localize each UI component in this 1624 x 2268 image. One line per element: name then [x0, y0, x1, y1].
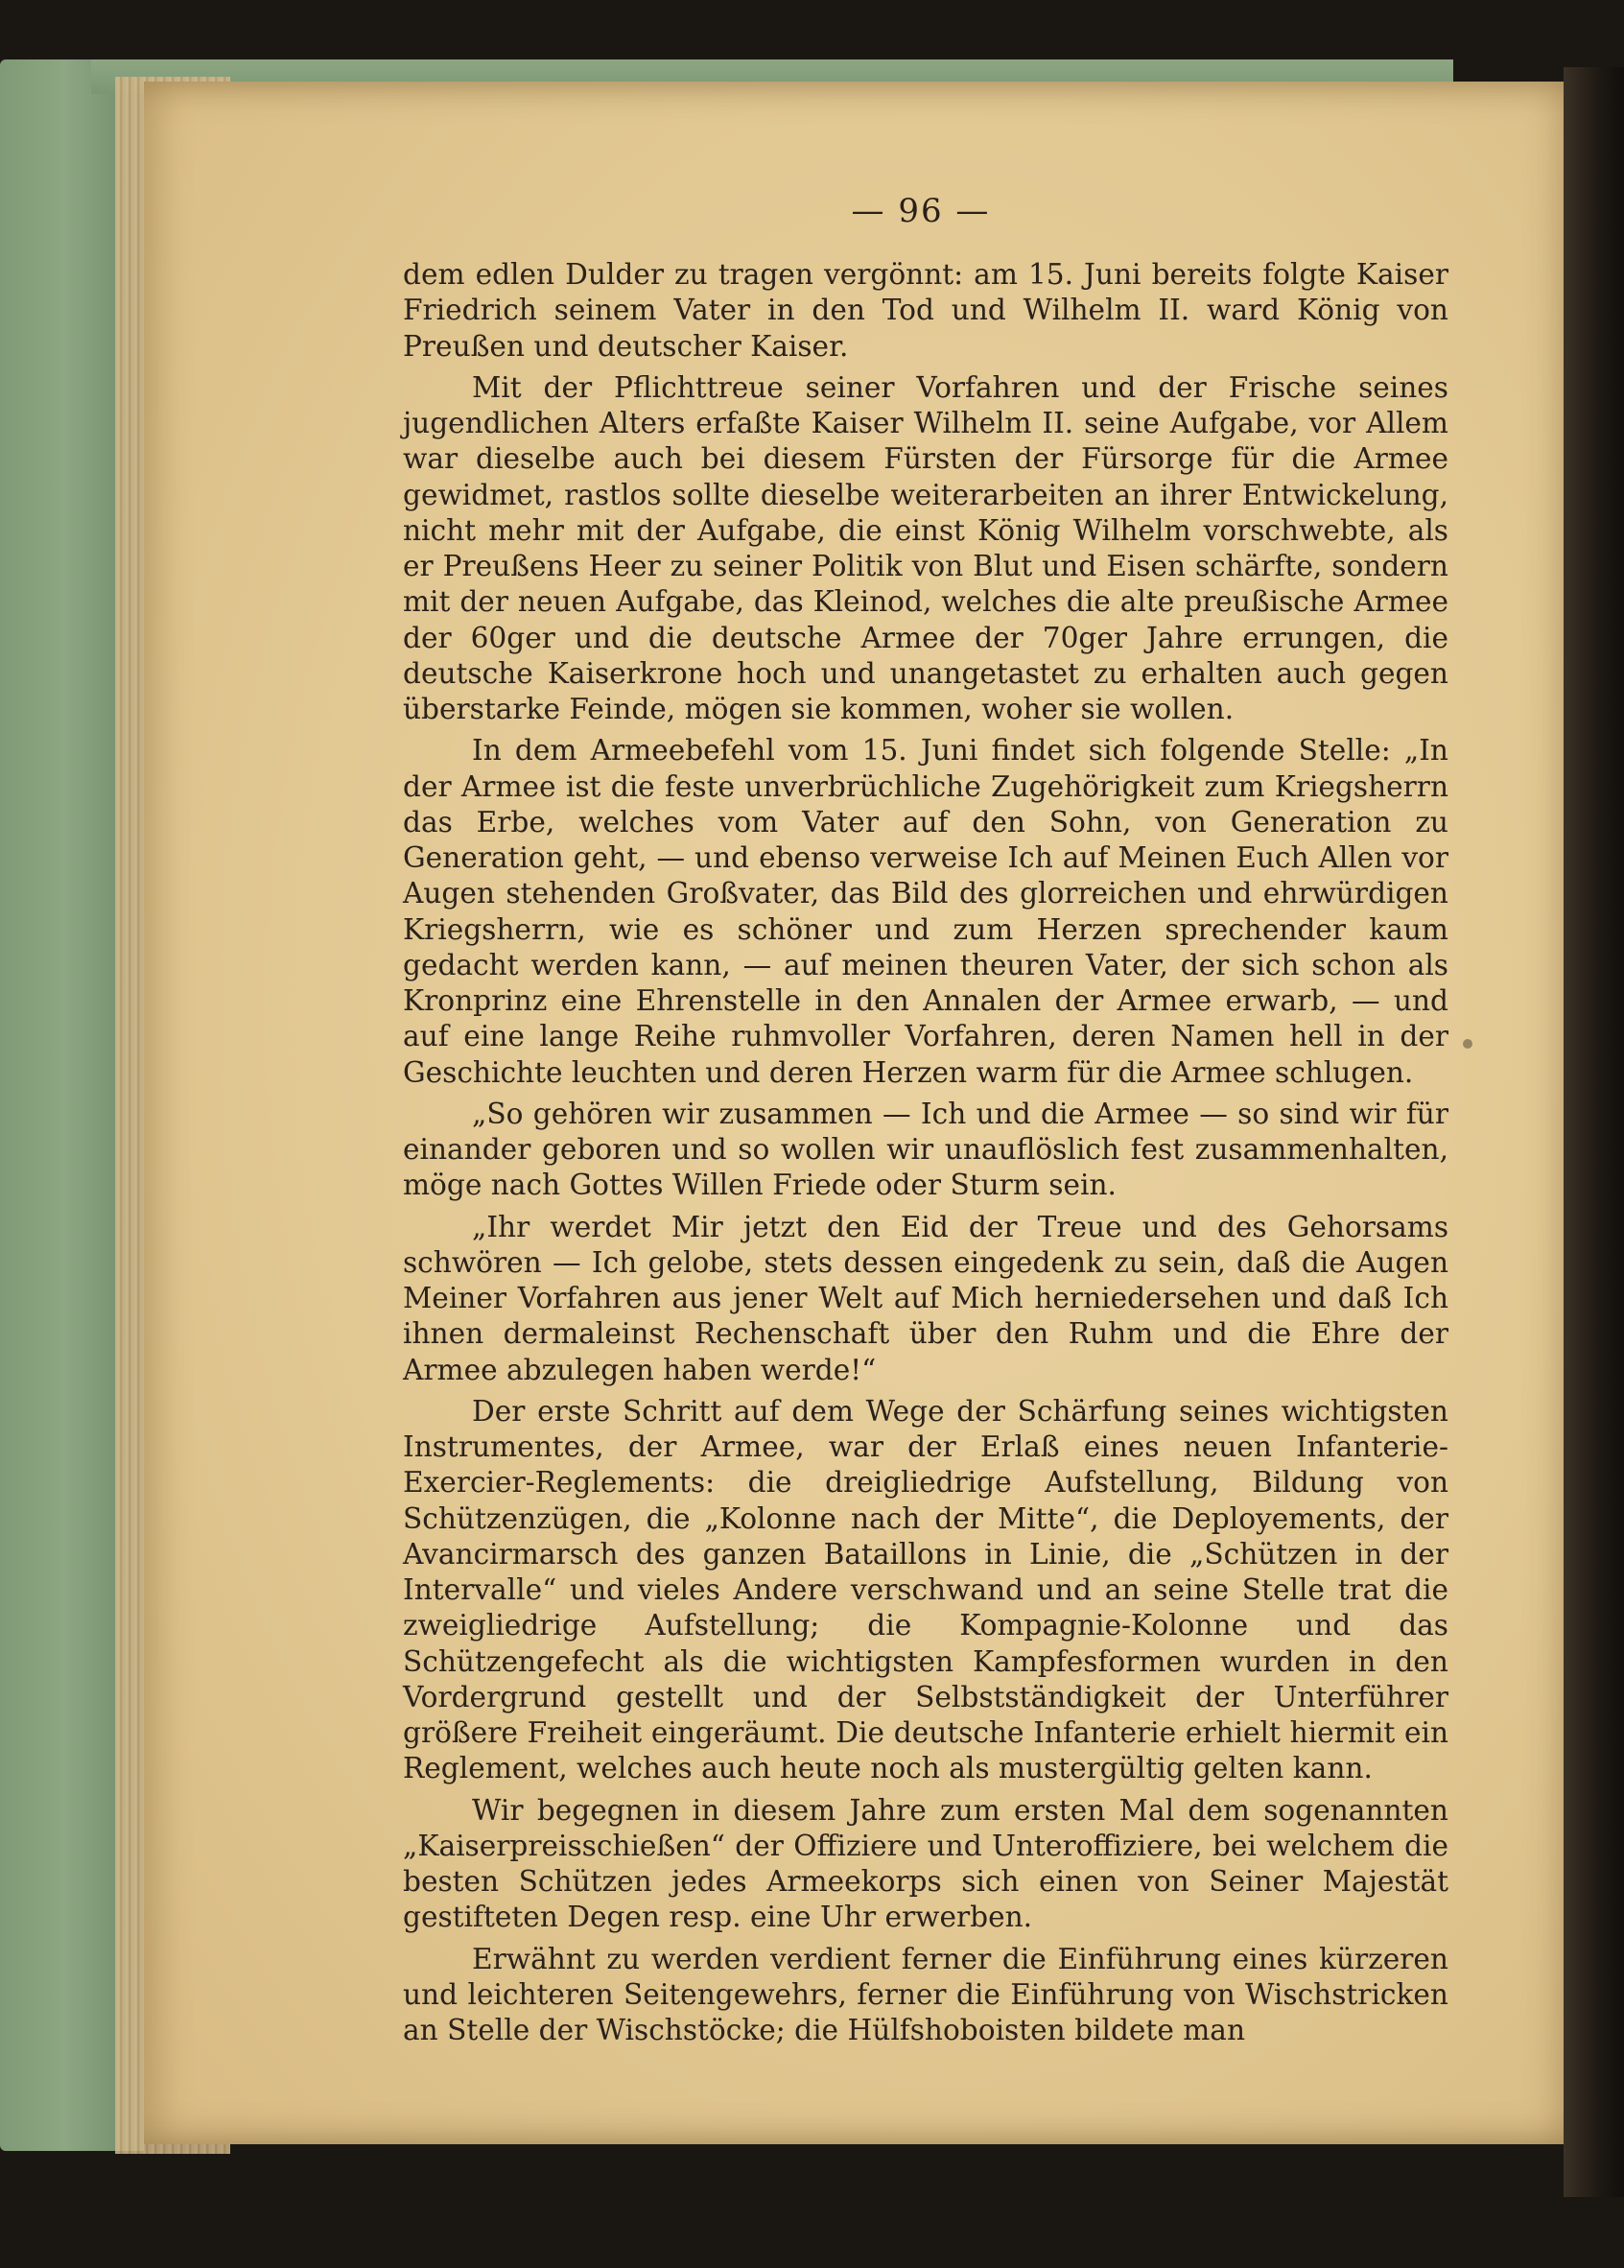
margin-dot [1463, 1039, 1472, 1049]
paragraph: „So gehören wir zusammen — Ich und die Armee — so sind wir für einander geboren und so wollen wir unauflöslich fest zusammenhalten, möge nach Gottes Willen Friede oder Sturm sein. [403, 1097, 1448, 1202]
paragraph: Wir begegnen in diesem Jahre zum ersten Mal dem sogenannten „Kaiserpreisschießen“ der Offiziere und Unteroffiziere, bei welchem die besten Schützen jedes Armeekorps sich einen von Seiner Majestät gestifteten Degen resp. eine Uhr erwerben. [403, 1793, 1448, 1934]
paragraph: Der erste Schritt auf dem Wege der Schärfung seines wichtigsten Instrumentes, der Armee, war der Erlaß eines neuen Infanterie-Exercier-Reglements: die dreigliedrige Aufstellung, Bildung von Schützenzügen, die „Kolonne nach der Mitte“, die Deployements, der Avancirmarsch des ganzen Bataillons in Linie, die „Schützen in der Intervalle“ und vieles Andere verschwand und an seine Stelle trat die zweigliedrige Aufstellung; die Kompagnie-Kolonne und das Schützengefecht als die wichtigsten Kampfesformen wurden in den Vordergrund gestellt und der Selbstständigkeit der Unterführer größere Freiheit eingeräumt. Die deutsche Infanterie erhielt hiermit ein Reglement, welches auch heute noch als mustergültig gelten kann. [403, 1394, 1448, 1785]
paragraph: „Ihr werdet Mir jetzt den Eid der Treue und des Gehorsams schwören — Ich gelobe, stets dessen eingedenk zu sein, daß die Augen Meiner Vorfahren aus jener Welt auf Mich herniedersehen und daß Ich ihnen dermaleinst Rechenschaft über den Ruhm und die Ehre der Armee abzulegen haben werde!“ [403, 1210, 1448, 1386]
paragraph: Mit der Pflichttreue seiner Vorfahren und der Frische seines jugendlichen Alters erfaßte Kaiser Wilhelm II. seine Aufgabe, vor Allem war dieselbe auch bei diesem Fürsten der Fürsorge für die Armee gewidmet, rastlos sollte dieselbe weiterarbeiten an ihrer Entwickelung, nicht mehr mit der Aufgabe, die einst König Wilhelm vorschwebte, als er Preußens Heer zu seiner Politik von Blut und Eisen schärfte, sondern mit der neuen Aufgabe, das Kleinod, welches die alte preußische Armee der 60ger und die deutsche Armee der 70ger Jahre errungen, die deutsche Kaiserkrone hoch und unangetastet zu erhalten auch gegen überstarke Feinde, mögen sie kommen, woher sie wollen. [403, 370, 1448, 725]
paragraph: In dem Armeebefehl vom 15. Juni findet sich folgende Stelle: „In der Armee ist die feste unverbrüchliche Zugehörigkeit zum Kriegsherrn das Erbe, welches vom Vater auf den Sohn, von Generation zu Generation geht, — und ebenso verweise Ich auf Meinen Euch Allen vor Augen stehenden Großvater, das Bild des glorreichen und ehrwürdigen Kriegsherrn, wie es schöner und zum Herzen sprechender kaum gedacht werden kann, — auf meinen theuren Vater, der sich schon als Kronprinz eine Ehrenstelle in den Annalen der Armee erwarb, — und auf eine lange Reihe ruhmvoller Vorfahren, deren Namen hell in der Geschichte leuchten und deren Herzen warm für die Armee schlugen. [403, 734, 1448, 1089]
page-text [403, 257, 1448, 2054]
facing-page-shadow [1564, 67, 1624, 2197]
page-number: — 96 — [851, 192, 991, 230]
paragraph: dem edlen Dulder zu tragen vergönnt: am 15. Juni bereits folgte Kaiser Friedrich seinem Vater in den Tod und Wilhelm II. ward König von Preußen und deutscher Kaiser. [403, 258, 1448, 363]
paragraph: Erwähnt zu werden verdient ferner die Einführung eines kürzeren und leichteren Seitengewehrs, ferner die Einführung von Wischstricken an Stelle der Wischstöcke; die Hülfshoboisten bildete man [403, 1942, 1448, 2046]
